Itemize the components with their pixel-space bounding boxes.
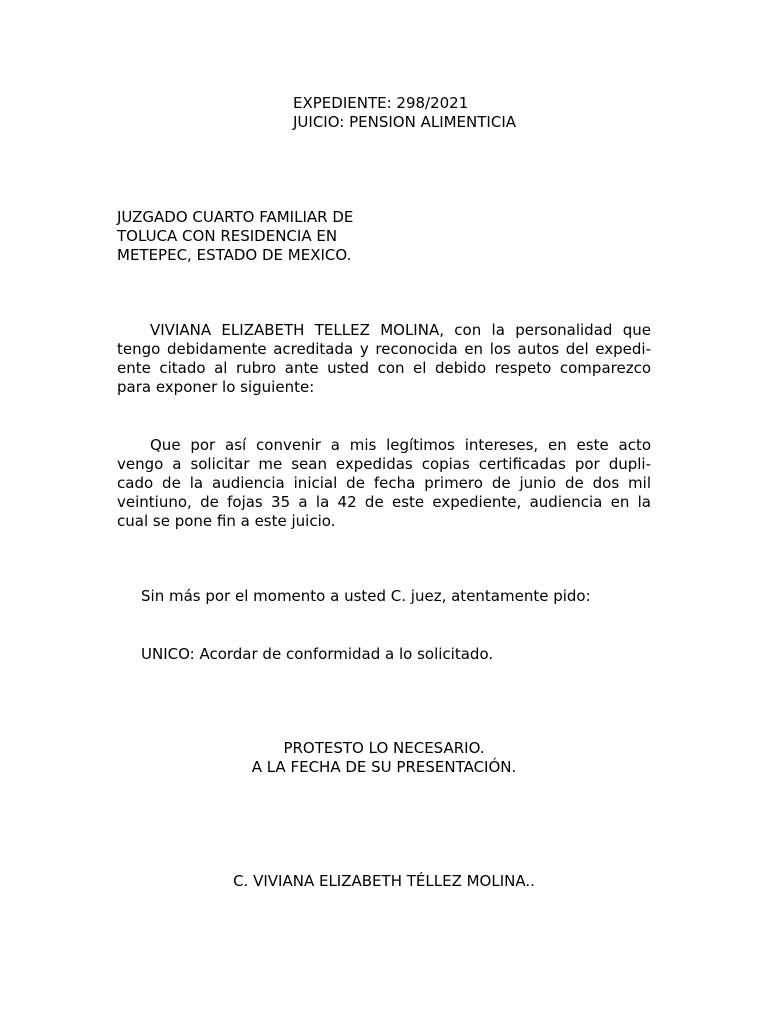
paragraph-line: tengo debidamente acreditada y reconocida en los autos del expedi- <box>117 340 651 358</box>
court-addressee <box>117 208 353 265</box>
signature-block <box>0 872 768 891</box>
closing-text: Sin más por el momento a usted C. juez, atentamente pido: <box>141 587 591 605</box>
petition-line <box>141 645 493 664</box>
court-line: JUZGADO CUARTO FAMILIAR DE <box>117 208 354 226</box>
court-line: METEPEC, ESTADO DE MEXICO. <box>117 246 352 264</box>
court-line: TOLUCA CON RESIDENCIA EN <box>117 227 338 245</box>
case-number: EXPEDIENTE: 298/2021 <box>293 94 469 112</box>
protest-block <box>0 739 768 777</box>
paragraph-line: cado de la audiencia inicial de fecha primero de junio de dos mil <box>117 474 651 492</box>
request-paragraph <box>117 436 651 531</box>
paragraph-line: VIVIANA ELIZABETH TELLEZ MOLINA, con la personalidad que <box>150 321 651 339</box>
introduction-paragraph <box>117 321 651 397</box>
paragraph-line: ente citado al rubro ante usted con el debido respeto comparezco <box>117 359 651 377</box>
signature-name: C. VIVIANA ELIZABETH TÉLLEZ MOLINA.. <box>233 872 535 890</box>
trial-type: JUICIO: PENSION ALIMENTICIA <box>293 113 517 131</box>
closing-line <box>141 587 591 606</box>
protest-line: PROTESTO LO NECESARIO. <box>283 739 485 757</box>
paragraph-line: Que por así convenir a mis legítimos intereses, en este acto <box>150 436 651 454</box>
paragraph-line: cual se pone fin a este juicio. <box>117 512 336 530</box>
paragraph-line: para exponer lo siguiente: <box>117 378 315 396</box>
paragraph-line: vengo a solicitar me sean expedidas copias certificadas por dupli- <box>117 455 651 473</box>
petition-text: UNICO: Acordar de conformidad a lo solicitado. <box>141 645 494 663</box>
paragraph-line: veintiuno, de fojas 35 a la 42 de este expediente, audiencia en la <box>117 493 651 511</box>
case-header <box>293 94 516 132</box>
protest-line: A LA FECHA DE SU PRESENTACIÓN. <box>251 758 517 776</box>
